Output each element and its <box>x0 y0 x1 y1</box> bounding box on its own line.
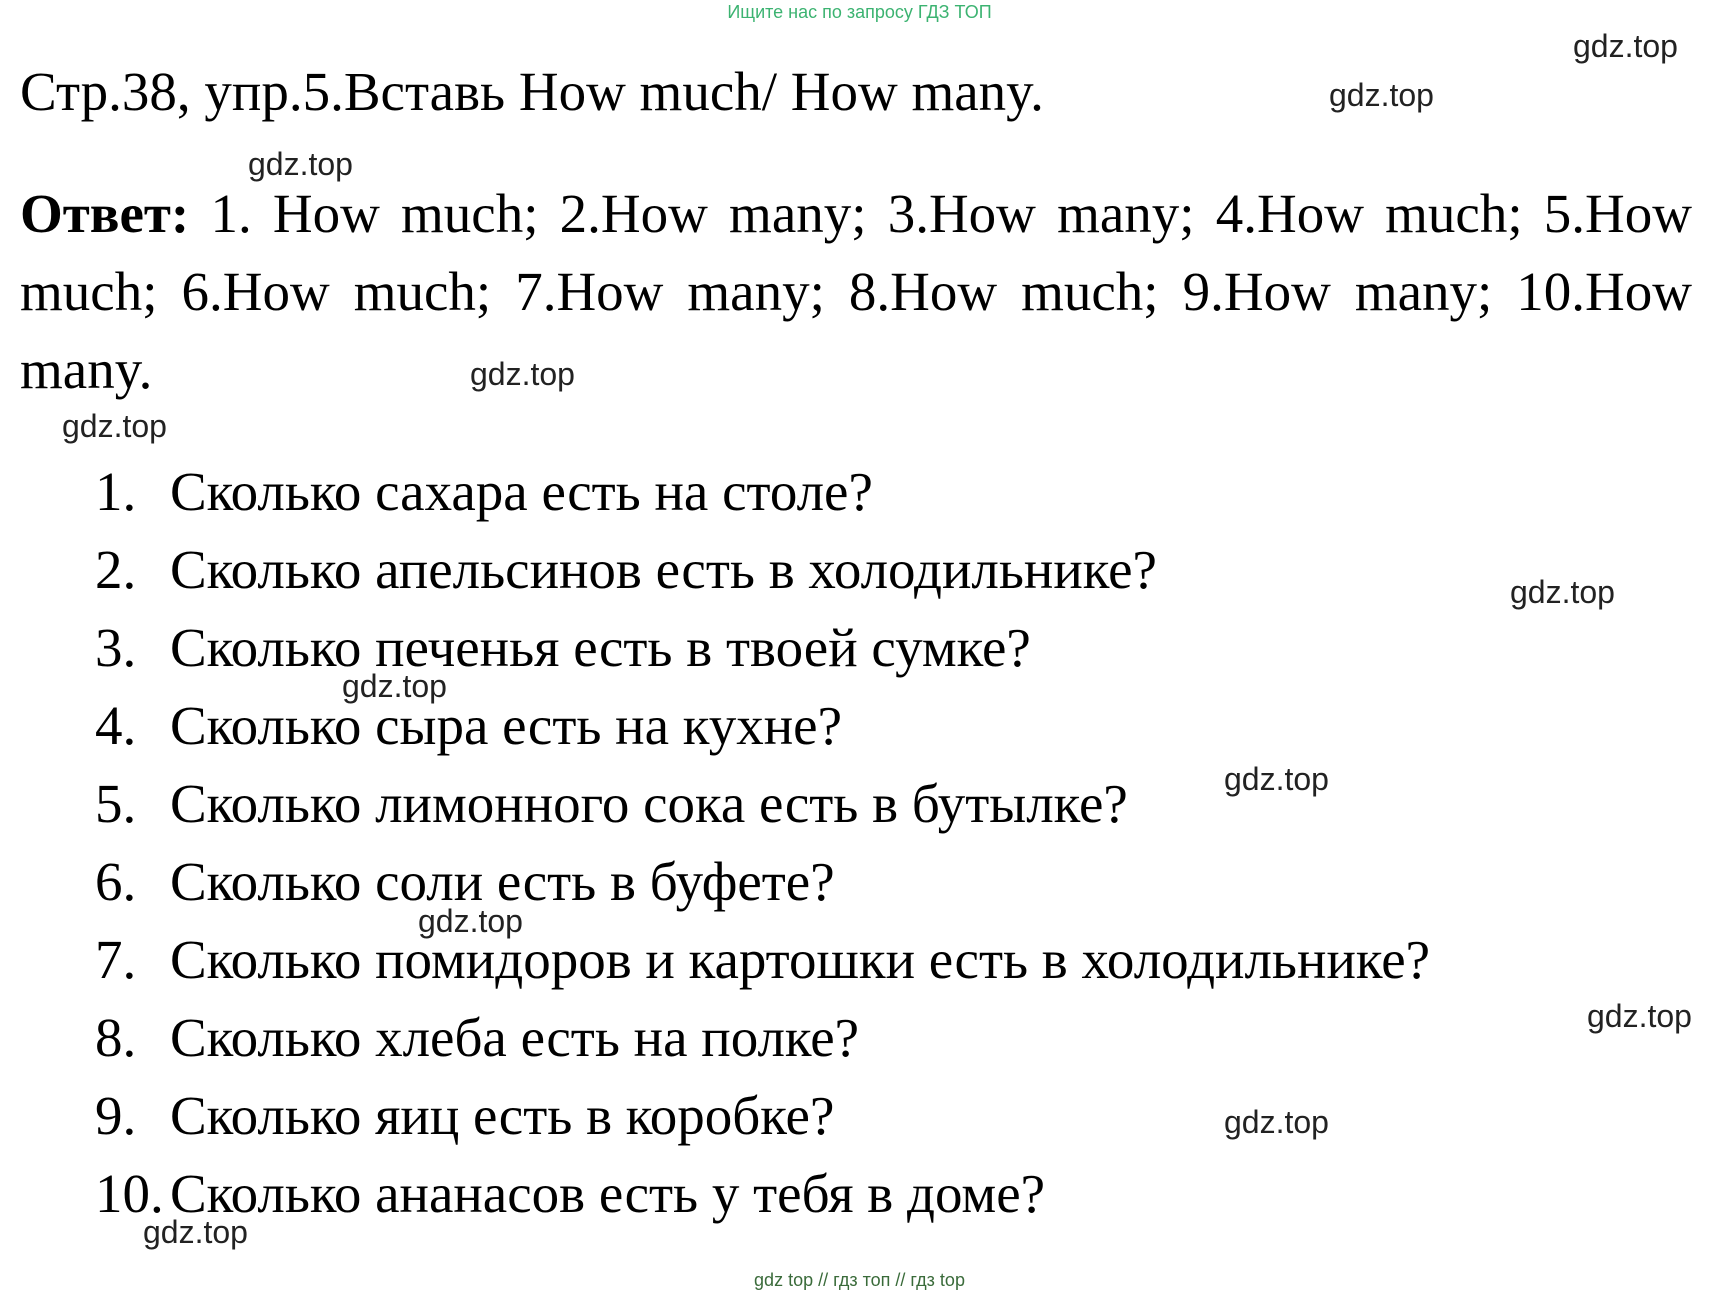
list-item <box>95 921 1430 999</box>
list-item-number: 7. <box>95 929 137 990</box>
list-item-text: Сколько лимонного сока есть в бутылке? <box>170 773 1128 834</box>
watermark: gdz.top <box>1587 998 1692 1034</box>
top-banner: Ищите нас по запросу ГДЗ ТОП <box>727 2 992 22</box>
watermark: gdz.top <box>62 408 167 444</box>
list-item <box>95 843 1430 921</box>
watermark: gdz.top <box>342 668 447 704</box>
list-item <box>95 609 1430 687</box>
list-item-text: Сколько яиц есть в коробке? <box>170 1085 835 1146</box>
watermark: gdz.top <box>1224 1104 1329 1140</box>
list-item-text: Сколько хлеба есть на полке? <box>170 1007 860 1068</box>
watermark: gdz.top <box>1329 77 1434 113</box>
list-item-number: 1. <box>95 461 137 522</box>
list-item-text: Сколько сахара есть на столе? <box>170 461 873 522</box>
list-item-text: Сколько соли есть в буфете? <box>170 851 835 912</box>
watermark: gdz.top <box>418 903 523 939</box>
watermark: gdz.top <box>470 356 575 392</box>
list-item-text: Сколько помидоров и картошки есть в холодильнике? <box>170 929 1431 990</box>
list-item-number: 3. <box>95 617 137 678</box>
watermark: gdz.top <box>1510 574 1615 610</box>
answer-paragraph <box>20 175 1692 409</box>
list-item <box>95 999 1430 1077</box>
bottom-banner: gdz top // гдз топ // гдз top <box>754 1270 965 1290</box>
page-heading: Стр.38, упр.5.Вставь How much/ How many. <box>20 61 1044 122</box>
list-item-text: Сколько апельсинов есть в холодильнике? <box>170 539 1157 600</box>
list-item-number: 6. <box>95 851 137 912</box>
list-item-text: Сколько ананасов есть у тебя в доме? <box>170 1163 1046 1224</box>
list-item-text: Сколько печенья есть в твоей сумке? <box>170 617 1031 678</box>
answer-label: Ответ: <box>20 183 190 244</box>
list-item-number: 2. <box>95 539 137 600</box>
watermark: gdz.top <box>1224 761 1329 797</box>
answer-text: 1. How much; 2.How many; 3.How many; 4.How much; 5.How much; 6.How much; 7.How many; 8.How much; 9.How many; 10.How many. <box>20 183 1692 400</box>
list-item-number: 5. <box>95 773 137 834</box>
list-item <box>95 453 1430 531</box>
list-item-number: 4. <box>95 695 137 756</box>
watermark: gdz.top <box>1573 28 1678 64</box>
list-item <box>95 531 1430 609</box>
list-item-number: 8. <box>95 1007 137 1068</box>
list-item <box>95 1155 1430 1233</box>
watermark: gdz.top <box>143 1214 248 1250</box>
list-item-text: Сколько сыра есть на кухне? <box>170 695 842 756</box>
watermark: gdz.top <box>248 146 353 182</box>
list-item <box>95 687 1430 765</box>
list-item-number: 9. <box>95 1085 137 1146</box>
list-item-number: 10. <box>95 1163 164 1224</box>
